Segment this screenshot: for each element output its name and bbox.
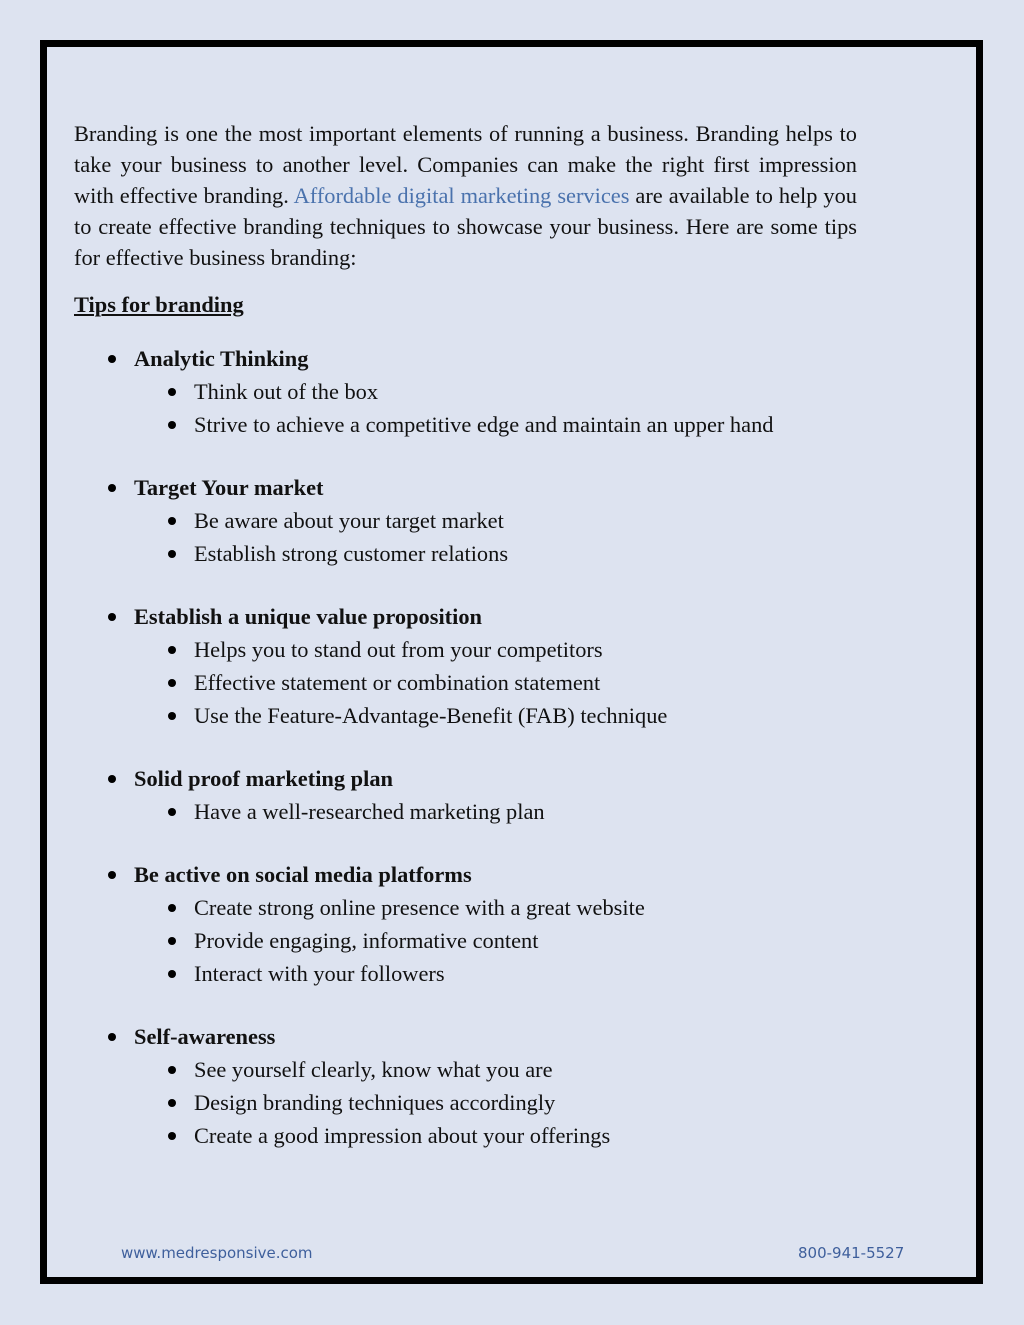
bullet-icon bbox=[108, 871, 116, 879]
list-item bbox=[74, 795, 857, 828]
footer-website[interactable]: www.medresponsive.com bbox=[121, 1244, 313, 1262]
tip-self-awareness bbox=[74, 1020, 857, 1152]
bullet-icon bbox=[108, 484, 116, 492]
tip-subitems bbox=[74, 795, 857, 828]
document-body bbox=[74, 118, 857, 1182]
bullet-icon bbox=[168, 1099, 176, 1107]
bullet-icon bbox=[168, 1066, 176, 1074]
tip-subitems bbox=[74, 375, 857, 441]
list-item bbox=[74, 375, 857, 408]
list-item bbox=[74, 504, 857, 537]
list-item bbox=[74, 1086, 857, 1119]
bullet-icon bbox=[168, 388, 176, 396]
bullet-icon bbox=[108, 613, 116, 621]
footer-phone: 800-941-5527 bbox=[798, 1244, 905, 1262]
bullet-icon bbox=[168, 550, 176, 558]
list-item-text: Strive to achieve a competitive edge and maintain an upper hand bbox=[194, 412, 774, 437]
bullet-icon bbox=[168, 517, 176, 525]
list-item-text: Create strong online presence with a great website bbox=[194, 895, 645, 920]
list-item bbox=[74, 1119, 857, 1152]
tips-list bbox=[74, 342, 857, 1152]
bullet-icon bbox=[168, 679, 176, 687]
list-item-text: Interact with your followers bbox=[194, 961, 445, 986]
bullet-icon bbox=[168, 421, 176, 429]
list-item-text: Helps you to stand out from your competitors bbox=[194, 637, 603, 662]
list-item bbox=[74, 1053, 857, 1086]
affordable-marketing-link[interactable]: Affordable digital marketing services bbox=[293, 183, 630, 208]
tip-subitems bbox=[74, 504, 857, 570]
tip-analytic-thinking bbox=[74, 342, 857, 441]
list-item-text: Have a well-researched marketing plan bbox=[194, 799, 545, 824]
list-item-text: Design branding techniques accordingly bbox=[194, 1090, 556, 1115]
list-item-text: Effective statement or combination statement bbox=[194, 670, 601, 695]
tip-subitems bbox=[74, 1053, 857, 1152]
bullet-icon bbox=[168, 904, 176, 912]
list-item-text: Provide engaging, informative content bbox=[194, 928, 539, 953]
tip-value-proposition bbox=[74, 600, 857, 732]
list-item bbox=[74, 957, 857, 990]
bullet-icon bbox=[108, 1033, 116, 1041]
list-item-text: Create a good impression about your offerings bbox=[194, 1123, 611, 1148]
tip-title: Self-awareness bbox=[134, 1024, 276, 1049]
tip-marketing-plan bbox=[74, 762, 857, 828]
tip-title: Target Your market bbox=[134, 475, 324, 500]
list-item bbox=[74, 666, 857, 699]
list-item bbox=[74, 633, 857, 666]
list-item-text: Use the Feature-Advantage-Benefit (FAB) technique bbox=[194, 703, 668, 728]
tips-heading: Tips for branding bbox=[74, 292, 244, 317]
intro-text-after: are available to help you to create effective branding techniques to showcase your business. Here are some tips for effective business branding: bbox=[74, 183, 857, 270]
list-item bbox=[74, 924, 857, 957]
list-item bbox=[74, 891, 857, 924]
bullet-icon bbox=[168, 970, 176, 978]
list-item bbox=[74, 537, 857, 570]
tip-title: Analytic Thinking bbox=[134, 346, 309, 371]
list-item-text: Think out of the box bbox=[194, 379, 379, 404]
tip-title: Solid proof marketing plan bbox=[134, 766, 393, 791]
bullet-icon bbox=[108, 775, 116, 783]
list-item bbox=[74, 408, 857, 441]
tip-subitems bbox=[74, 633, 857, 732]
bullet-icon bbox=[168, 1132, 176, 1140]
tip-target-market bbox=[74, 471, 857, 570]
bullet-icon bbox=[168, 937, 176, 945]
tip-subitems bbox=[74, 891, 857, 990]
bullet-icon bbox=[168, 808, 176, 816]
tip-title: Establish a unique value proposition bbox=[134, 604, 483, 629]
intro-text-before: Branding is one the most important elements of running a business. Branding helps to take your business to another level. Companies can make the right first impression with effective branding. bbox=[74, 121, 857, 208]
list-item-text: See yourself clearly, know what you are bbox=[194, 1057, 553, 1082]
bullet-icon bbox=[168, 646, 176, 654]
list-item bbox=[74, 699, 857, 732]
tip-title: Be active on social media platforms bbox=[134, 862, 472, 887]
bullet-icon bbox=[108, 355, 116, 363]
list-item-text: Be aware about your target market bbox=[194, 508, 504, 533]
tip-social-media bbox=[74, 858, 857, 990]
intro-paragraph bbox=[74, 118, 857, 273]
list-item-text: Establish strong customer relations bbox=[194, 541, 509, 566]
bullet-icon bbox=[168, 712, 176, 720]
